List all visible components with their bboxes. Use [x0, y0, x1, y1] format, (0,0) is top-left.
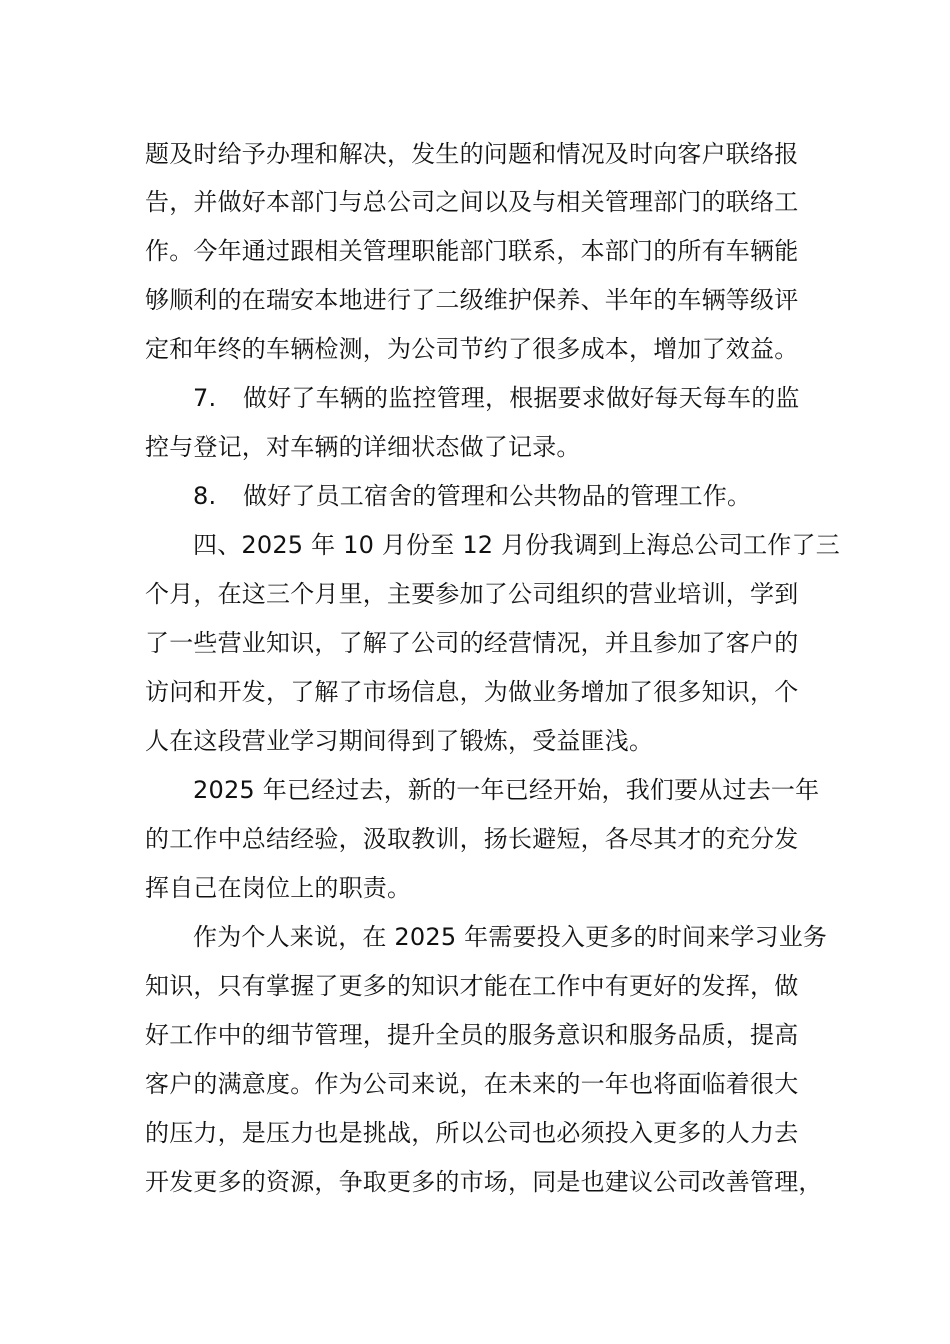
text-line: 客户的满意度。作为公司来说，在未来的一年也将面临着很大 — [145, 1070, 799, 1098]
text-line: 挥自己在岗位上的职责。 — [145, 874, 412, 902]
list-number: 7. — [193, 384, 217, 412]
paragraph-start: 四、2025 年 10 月份至 12 月份我调到上海总公司工作了三 — [193, 531, 840, 559]
text-line: 个月，在这三个月里，主要参加了公司组织的营业培训，学到 — [145, 580, 799, 608]
paragraph-start: 2025 年已经过去，新的一年已经开始，我们要从过去一年 — [193, 776, 820, 804]
text-line: 开发更多的资源，争取更多的市场，同是也建议公司改善管理， — [145, 1168, 823, 1196]
text-line: 控与登记，对车辆的详细状态做了记录。 — [145, 433, 581, 461]
list-item-text: 做好了车辆的监控管理，根据要求做好每天每车的监 — [243, 384, 800, 412]
text-line: 作。今年通过跟相关管理职能部门联系，本部门的所有车辆能 — [145, 237, 799, 265]
text-line: 题及时给予办理和解决，发生的问题和情况及时向客户联络报 — [145, 140, 799, 168]
text-line: 定和年终的车辆检测，为公司节约了很多成本，增加了效益。 — [145, 335, 799, 363]
list-item-text: 做好了员工宿舍的管理和公共物品的管理工作。 — [243, 482, 752, 510]
list-item-7 — [193, 383, 873, 413]
list-number: 8. — [193, 482, 217, 510]
text-line: 的工作中总结经验，汲取教训，扬长避短，各尽其才的充分发 — [145, 825, 799, 853]
text-line: 够顺利的在瑞安本地进行了二级维护保养、半年的车辆等级评 — [145, 286, 799, 314]
text-line: 了一些营业知识，了解了公司的经营情况，并且参加了客户的 — [145, 629, 799, 657]
text-line: 访问和开发，了解了市场信息，为做业务增加了很多知识，个 — [145, 678, 799, 706]
text-line: 告，并做好本部门与总公司之间以及与相关管理部门的联络工 — [145, 188, 799, 216]
text-line: 知识，只有掌握了更多的知识才能在工作中有更好的发挥，做 — [145, 972, 799, 1000]
text-line: 的压力，是压力也是挑战，所以公司也必须投入更多的人力去 — [145, 1119, 799, 1147]
paragraph-start: 作为个人来说，在 2025 年需要投入更多的时间来学习业务 — [193, 923, 828, 951]
list-item-8 — [193, 481, 873, 511]
text-line: 好工作中的细节管理，提升全员的服务意识和服务品质，提高 — [145, 1021, 799, 1049]
text-line: 人在这段营业学习期间得到了锻炼，受益匪浅。 — [145, 727, 654, 755]
